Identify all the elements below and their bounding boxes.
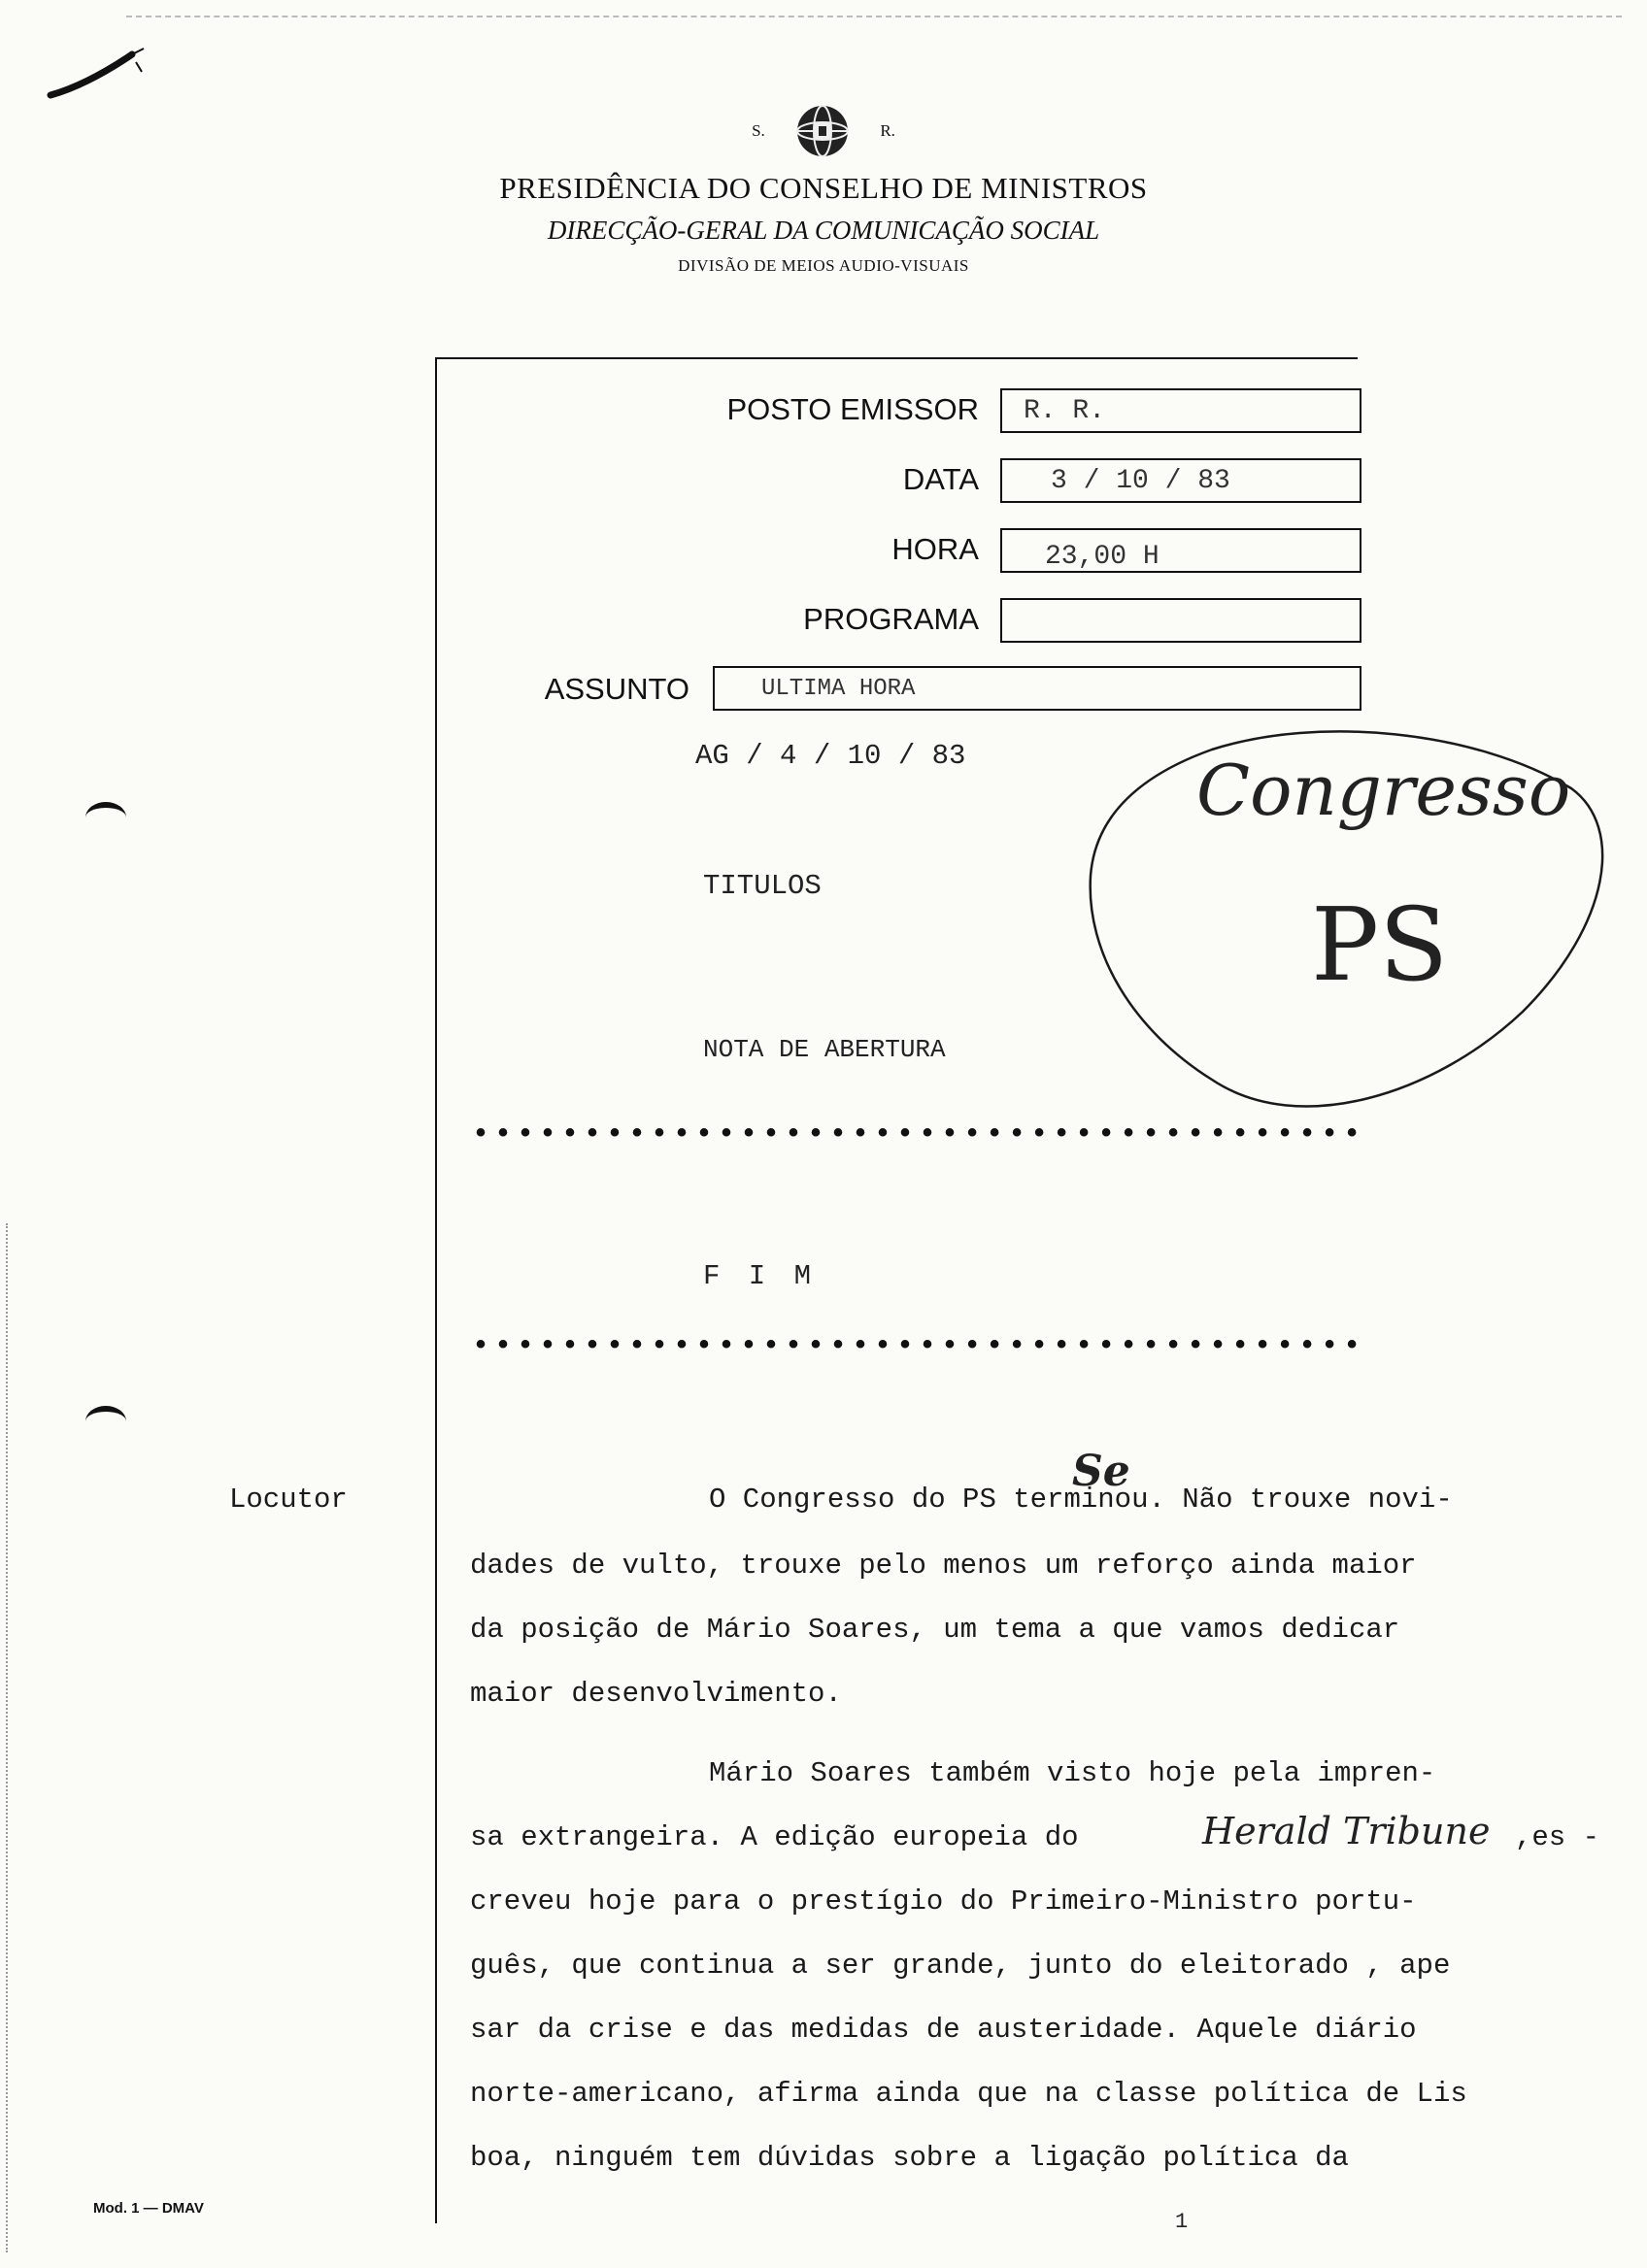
form-frame-left	[435, 357, 437, 2223]
assunto-field[interactable]: ULTIMA HORA	[713, 666, 1361, 711]
annotation-line-2: PS	[1311, 885, 1449, 1004]
handwritten-se-insert: Se	[1072, 1447, 1130, 1496]
hora-label: HORA	[891, 532, 979, 566]
punch-hole-bottom	[85, 1406, 126, 1437]
titulos-heading: TITULOS	[703, 870, 822, 902]
letterhead-seal-row	[0, 103, 1647, 159]
body-line: sar da crise e das medidas de austeridade. Aquele diário	[470, 2014, 1417, 2046]
fim-marker: F I M	[703, 1260, 818, 1292]
handwritten-newspaper-name: Herald Tribune	[1202, 1810, 1491, 1852]
posto-emissor-field[interactable]: R. R.	[1000, 388, 1361, 433]
scan-edge-line	[126, 16, 1622, 17]
body-line: creveu hoje para o prestígio do Primeiro-Ministro portu-	[470, 1885, 1417, 1918]
nota-abertura-heading: NOTA DE ABERTURA	[703, 1035, 946, 1064]
binding-edge	[6, 1223, 8, 2252]
punch-hole-top	[85, 802, 126, 833]
armillary-sphere-icon	[794, 103, 851, 159]
posto-emissor-label: POSTO EMISSOR	[726, 392, 979, 426]
letterhead-title: PRESIDÊNCIA DO CONSELHO DE MINISTROS	[499, 171, 1148, 205]
body-line: da posição de Mário Soares, um tema a que vamos dedicar	[470, 1614, 1400, 1646]
programa-field[interactable]	[1000, 598, 1361, 643]
body-line: Mário Soares também visto hoje pela impren-	[709, 1757, 1436, 1789]
data-field[interactable]: 3 / 10 / 83	[1000, 458, 1361, 503]
page-number: 1	[1175, 2210, 1189, 2234]
body-line: boa, ninguém tem dúvidas sobre a ligação política da	[470, 2142, 1349, 2174]
body-line: sa extrangeira. A edição europeia do	[470, 1821, 1079, 1853]
body-line: norte-americano, afirma ainda que na classe política de Lis	[470, 2078, 1467, 2110]
programa-label: PROGRAMA	[803, 602, 979, 636]
hora-field[interactable]: 23,00 H	[1000, 528, 1361, 573]
form-frame-top	[435, 357, 1358, 359]
dotted-separator-2: ••••••••••••••••••••••••••••••••••••••••	[472, 1330, 1366, 1363]
body-line-tail: ,es -	[1515, 1821, 1600, 1853]
pen-mark-icon	[43, 39, 150, 107]
letterhead-division: DIVISÃO DE MEIOS AUDIO-VISUAIS	[678, 256, 969, 275]
body-line: O Congresso do PS terminou. Não trouxe novi-	[709, 1484, 1453, 1516]
seal-initial-right: R.	[880, 121, 895, 140]
letterhead-subtitle: DIRECÇÃO-GERAL DA COMUNICAÇÃO SOCIAL	[547, 216, 1100, 245]
data-label: DATA	[902, 462, 979, 496]
annotation-line-1: Congresso	[1196, 750, 1571, 831]
dotted-separator-1: ••••••••••••••••••••••••••••••••••••••••	[472, 1118, 1366, 1151]
body-line: guês, que continua a ser grande, junto do eleitorado , ape	[470, 1950, 1451, 1982]
form-code: Mod. 1 — DMAV	[93, 2200, 204, 2217]
assunto-label: ASSUNTO	[544, 672, 689, 706]
reference-number: AG / 4 / 10 / 83	[695, 740, 966, 772]
speaker-label: Locutor	[229, 1484, 348, 1516]
seal-initial-left: S.	[752, 121, 765, 140]
body-line: maior desenvolvimento.	[470, 1678, 842, 1710]
body-line: dades de vulto, trouxe pelo menos um reforço ainda maior	[470, 1550, 1417, 1582]
